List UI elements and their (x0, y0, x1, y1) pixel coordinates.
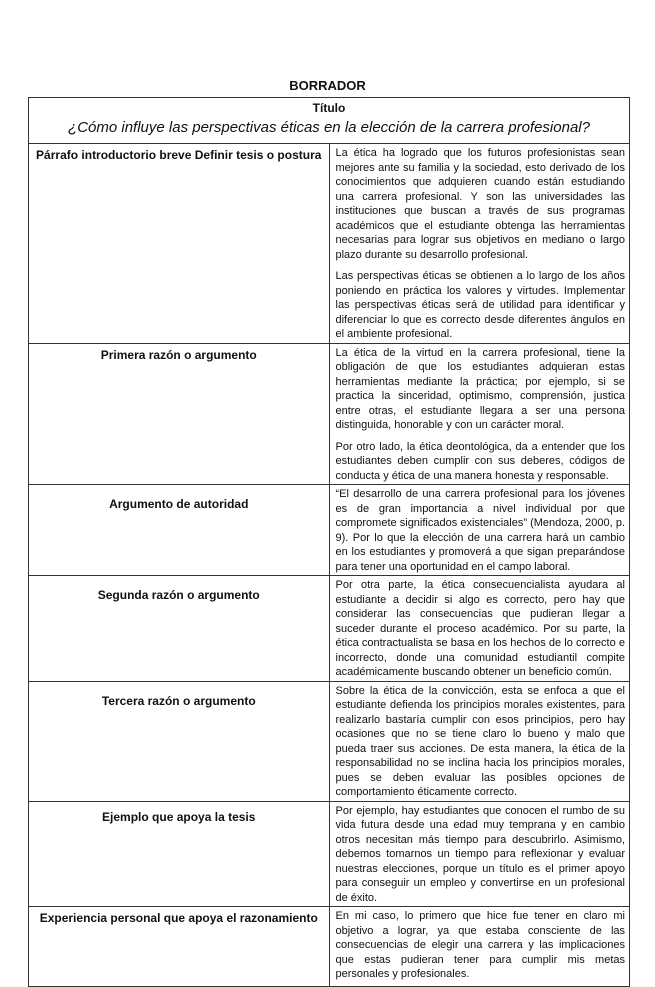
title-cell (29, 98, 630, 144)
row-label-primera-razon: Primera razón o argumento (29, 343, 330, 485)
paragraph: Por otra parte, la ética consecuencialista ayudara al estudiante a decidir si algo es correcto, pero hay que considerar las consecuencias que pudieran llegar a suceder durante el proceso académico. Por su parte, la ética contractualista se basa en los hechos de lo correcto e incorrecto, donde una comunidad estudiantil compite académicamente buscando obtener un beneficio común. (335, 579, 625, 678)
table-row (29, 907, 630, 987)
paragraph: “El desarrollo de una carrera profesional para los jóvenes es de gran importancia a nivel individual por que compromete significados existenciales” (Mendoza, 2000, p. 9). Por lo que la elección de una carrera hará un cambio en los estudiantes y promoverá a que sigan preparándose para tener una oportunidad en el campo laboral. (335, 488, 625, 573)
row-label-experiencia: Experiencia personal que apoya el razonamiento (29, 907, 330, 987)
document-heading: BORRADOR (289, 78, 366, 93)
row-content-primera-razon (329, 343, 630, 485)
table-row (29, 576, 630, 682)
row-content-autoridad (329, 485, 630, 576)
paragraph: Las perspectivas éticas se obtienen a lo largo de los años poniendo en práctica los valores y virtudes. Implementar las perspectivas éticas será de utilidad para identificar y diferenciar lo que es correcto desde diferentes ángulos en el ambiente profesional. (335, 270, 625, 340)
row-label-autoridad: Argumento de autoridad (29, 485, 330, 576)
row-content-introduccion (329, 144, 630, 344)
paragraph: La ética ha logrado que los futuros profesionistas sean mejores ante su familia y la sociedad, esto derivado de los conocimientos que adquieren cuando están estudiando una carrera profesional. Y son las universidades las instituciones que buscan a través de sus programas académicos que el estudiante obtenga las herramientas necesarias para lograr sus objetivos en mediano o largo plazo durante su desarrollo profesional. (335, 147, 625, 261)
title-label: Título (312, 101, 346, 115)
row-content-ejemplo (329, 801, 630, 907)
paragraph: Sobre la ética de la convicción, esta se enfoca a que el estudiante defienda los principios morales existentes, para realizarlo bastaría cumplir con esos principios, pero hay ocasiones que no se tiene claro lo bueno y malo que pueda traer sus acciones. De esta manera, la ética de la responsabilidad no se inclina hacia los principios morales, pues se deben evaluar las posibles opciones de comportamiento éticamente correcto. (335, 684, 625, 798)
table-row (29, 681, 630, 801)
row-content-segunda-razon (329, 576, 630, 682)
row-label-ejemplo: Ejemplo que apoya la tesis (29, 801, 330, 907)
table-row (29, 485, 630, 576)
essay-question: ¿Cómo influye las perspectivas éticas en la elección de la carrera profesional? (68, 119, 590, 136)
row-content-tercera-razon (329, 681, 630, 801)
row-label-segunda-razon: Segunda razón o argumento (29, 576, 330, 682)
row-label-introduccion: Párrafo introductorio breve Definir tesis o postura (29, 144, 330, 344)
paragraph: La ética de la virtud en la carrera profesional, tiene la obligación de que los estudiantes adquieran estas herramientas mediante la práctica; por ejemplo, si se practica la sinceridad, optimismo, comprensión, justica entre otras, el estudiante llegara a ser una persona distinguida, honorable y con un carácter moral. (335, 346, 625, 431)
paragraph: Por otro lado, la ética deontológica, da a entender que los estudiantes deben cumplir con sus deberes, códigos de conducta y ética de una manera honesta y responsable. (335, 440, 625, 482)
table-row (29, 343, 630, 485)
row-content-experiencia (329, 907, 630, 987)
table-row (29, 144, 630, 344)
row-label-tercera-razon: Tercera razón o argumento (29, 681, 330, 801)
paragraph: Por ejemplo, hay estudiantes que conocen el rumbo de su vida futura desde una edad muy temprana y en cambio otros necesitan más tiempo para descubrirlo. Asimismo, debemos tomarnos un tiempo para reflexionar y evaluar nuestras elecciones, porque un título es el primer apoyo para conseguir un empleo y convertirse en un profesional de éxito. (335, 804, 625, 904)
table-row (29, 801, 630, 907)
title-row (29, 98, 630, 144)
paragraph: En mi caso, lo primero que hice fue tener en claro mi objetivo a lograr, ya que estaba consciente de las consecuencias de elegir una carrera y las implicaciones que estas pudieran tener para cumplir mis metas personales y profesionales. (335, 910, 625, 980)
essay-outline-table (28, 97, 630, 987)
